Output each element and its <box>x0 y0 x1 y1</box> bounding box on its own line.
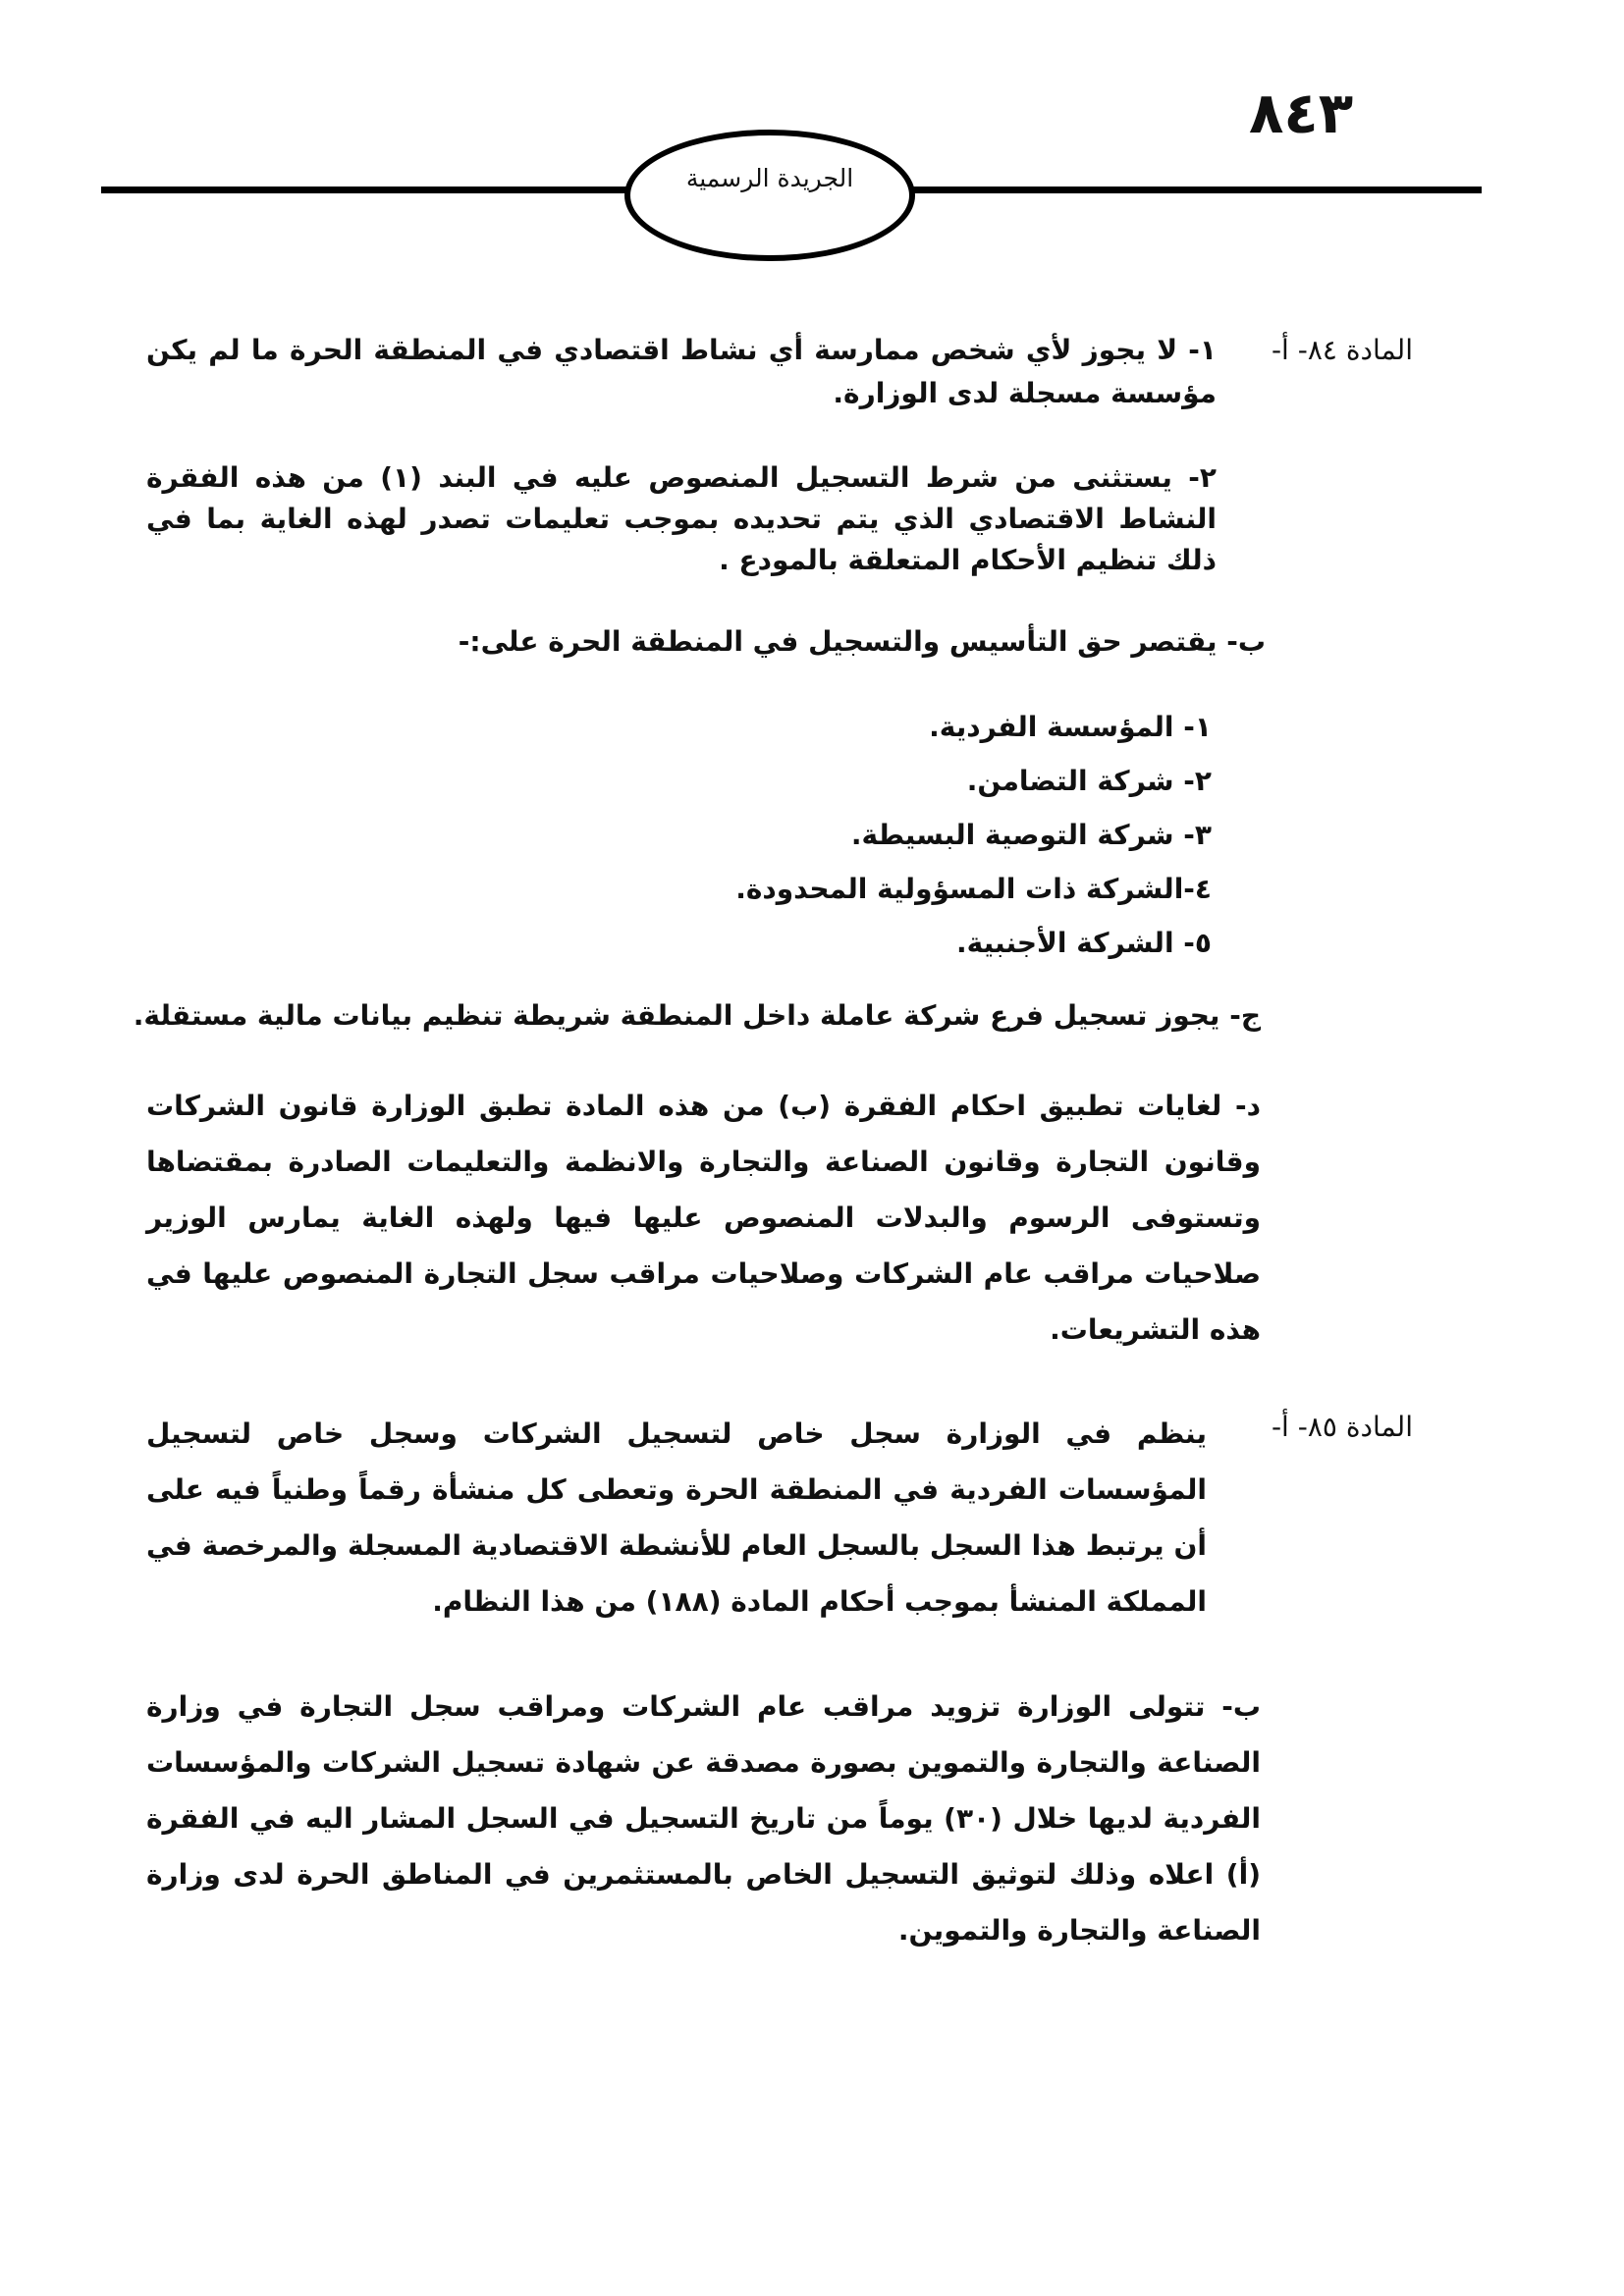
list-item: ٣- شركة التوصية البسيطة. <box>850 819 1212 851</box>
article-84-number: المادة ٨٤- <box>1297 334 1413 366</box>
article-85-label: المادة ٨٥- أ- <box>1271 1411 1413 1443</box>
article-84-c: ج- يجوز تسجيل فرع شركة عاملة داخل المنطقة شريطة تنظيم بيانات مالية مستقلة. <box>133 999 1261 1032</box>
article-84-b-list <box>623 700 1212 970</box>
gazette-title: الجريدة الرسمية <box>685 163 854 192</box>
article-85-b: ب- تتولى الوزارة تزويد مراقب عام الشركات ومراقب سجل التجارة في وزارة الصناعة والتجارة والتموين بصورة مصدقة عن شهادة تسجيل الشركات والمؤسسات الفردية لديها خلال (٣٠) يوماً من تاريخ التسجيل في السجل المشار اليه في الفقرة (أ) اعلاه وذلك لتوثيق التسجيل الخاص بالمستثمرين في المناطق الحرة لدى وزارة الصناعة والتجارة والتموين. <box>146 1690 1261 1947</box>
header-oval <box>624 130 915 261</box>
article-84-a-item-2: ٢- يستثنى من شرط التسجيل المنصوص عليه في البند (١) من هذه الفقرة النشاط الاقتصادي الذي يتم تحديده بموجب تعليمات تصدر لهذه الغاية بما في ذلك تنظيم الأحكام المتعلقة بالمودع . <box>146 461 1217 576</box>
list-item: ٥- الشركة الأجنبية. <box>955 927 1212 959</box>
article-84-a-item-1: ١- لا يجوز لأي شخص ممارسة أي نشاط اقتصادي في المنطقة الحرة ما لم يكن مؤسسة مسجلة لدى الوزارة. <box>146 334 1217 409</box>
article-84-b-intro: ب- يقتصر حق التأسيس والتسجيل في المنطقة الحرة على:- <box>458 625 1266 658</box>
article-84-clause-a-marker: أ- <box>1271 334 1289 366</box>
list-item: ٤-الشركة ذات المسؤولية المحدودة. <box>735 873 1212 905</box>
list-item: ١- المؤسسة الفردية. <box>929 711 1212 743</box>
article-84-label <box>1272 329 1413 372</box>
article-85-a: ينظم في الوزارة سجل خاص لتسجيل الشركات وسجل خاص لتسجيل المؤسسات الفردية في المنطقة الحرة وتعطى كل منشأة رقماً وطنياً فيه على أن يرتبط هذا السجل بالسجل العام للأنشطة الاقتصادية المسجلة والمرخصة في المملكة المنشأ بموجب أحكام المادة (١٨٨) من هذا النظام. <box>146 1417 1207 1618</box>
article-84-d: د- لغايات تطبيق احكام الفقرة (ب) من هذه المادة تطبق الوزارة قانون الشركات وقانون التجارة وقانون الصناعة والتجارة والانظمة والتعليمات الصادرة بمقتضاها وتستوفى الرسوم والبدلات المنصوص عليها فيها ولهذه الغاية يمارس الوزير صلاحيات مراقب عام الشركات وصلاحيات مراقب سجل التجارة المنصوص عليها في هذه التشريعات. <box>146 1090 1261 1346</box>
list-item: ٢- شركة التضامن. <box>966 765 1212 797</box>
page-number: ٨٤٣ <box>1249 80 1354 146</box>
